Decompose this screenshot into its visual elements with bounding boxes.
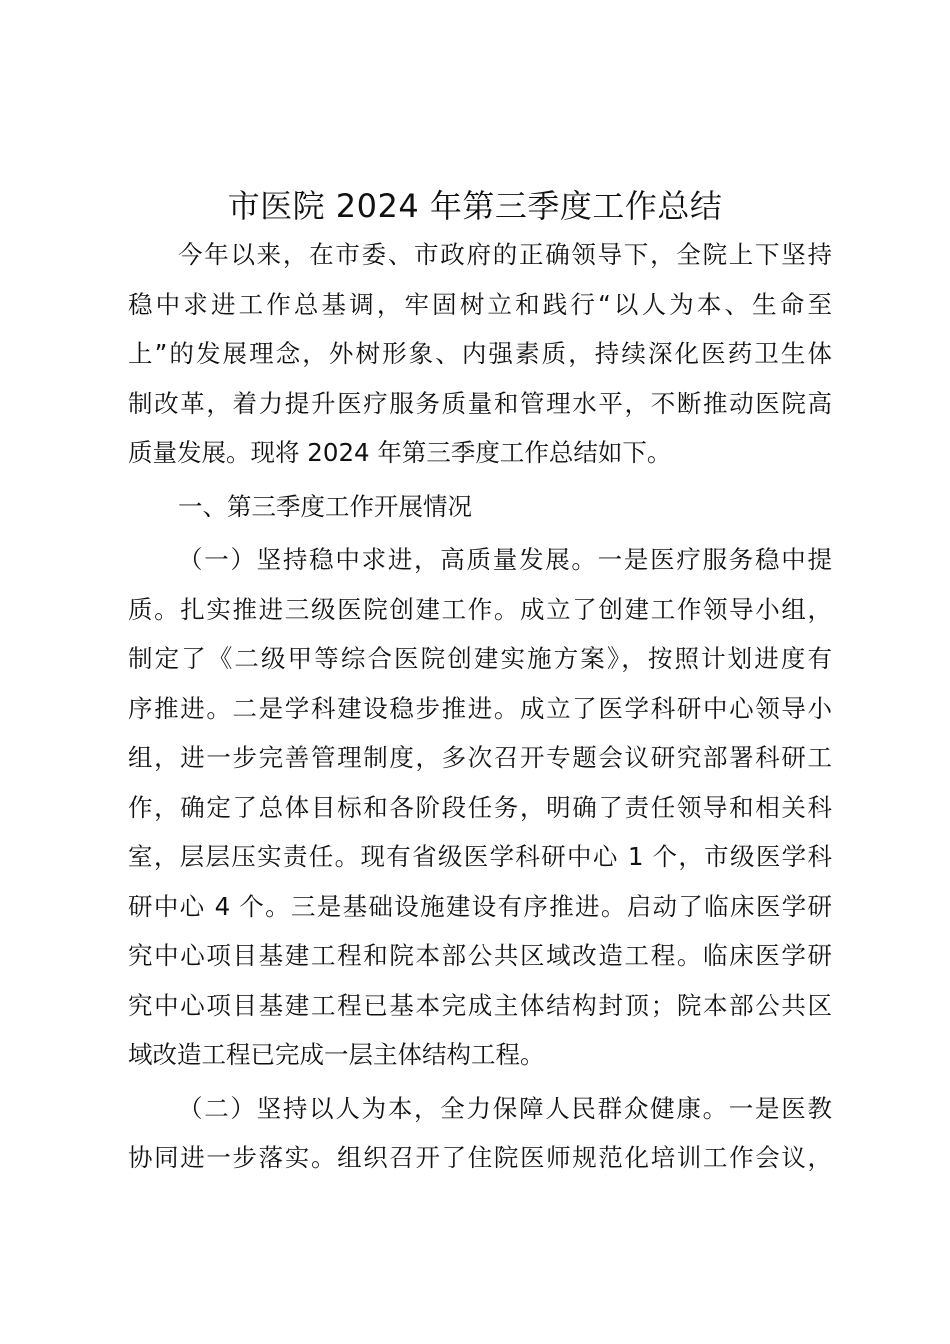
text-line: 作，确定了总体目标和各阶段任务，明确了责任领导和相关科 <box>128 792 832 822</box>
text-line: 协同进一步落实。组织召开了住院医师规范化培训工作会议， <box>128 1143 832 1172</box>
document-title: 市医院 2024 年第三季度工作总结 <box>227 187 723 225</box>
text-line: 今年以来，在市委、市政府的正确领导下，全院上下坚持 <box>178 240 832 269</box>
text-line: 制改革，着力提升医疗服务质量和管理水平，不断推动医院高 <box>128 388 832 418</box>
text-line: 质量发展。现将 2024 年第三季度工作总结如下。 <box>128 438 672 467</box>
text-line: 究中心项目基建工程已基本完成主体结构封顶；院本部公共区 <box>128 990 832 1020</box>
text-line: 组，进一步完善管理制度，多次召开专题会议研究部署科研工 <box>128 743 832 772</box>
text-line: 上”的发展理念，外树形象、内强素质，持续深化医药卫生体 <box>128 339 832 368</box>
document-body <box>128 230 832 1183</box>
text-line: 域改造工程已完成一层主体结构工程。 <box>128 1040 545 1069</box>
section-heading <box>128 482 832 532</box>
text-line: 一、第三季度工作开展情况 <box>178 491 472 521</box>
text-line: 制定了《二级甲等综合医院创建实施方案》，按照计划进度有 <box>128 644 832 673</box>
text-line: （二）坚持以人为本，全力保障人民群众健康。一是医教 <box>178 1093 832 1123</box>
paragraph-section-two <box>128 1084 832 1183</box>
text-line: （一）坚持稳中求进，高质量发展。一是医疗服务稳中提 <box>178 545 832 574</box>
paragraph-section-one <box>128 535 832 1080</box>
paragraph-intro <box>128 230 832 478</box>
text-line: 质。扎实推进三级医院创建工作。成立了创建工作领导小组， <box>128 594 832 624</box>
text-line: 稳中求进工作总基调，牢固树立和践行“以人为本、生命至 <box>128 289 832 319</box>
text-line: 序推进。二是学科建设稳步推进。成立了医学科研中心领导小 <box>128 693 832 723</box>
text-line: 研中心 4 个。三是基础设施建设有序推进。启动了临床医学研 <box>128 891 832 921</box>
text-line: 室，层层压实责任。现有省级医学科研中心 1 个，市级医学科 <box>128 842 832 871</box>
text-line: 究中心项目基建工程和院本部公共区域改造工程。临床医学研 <box>128 941 832 970</box>
